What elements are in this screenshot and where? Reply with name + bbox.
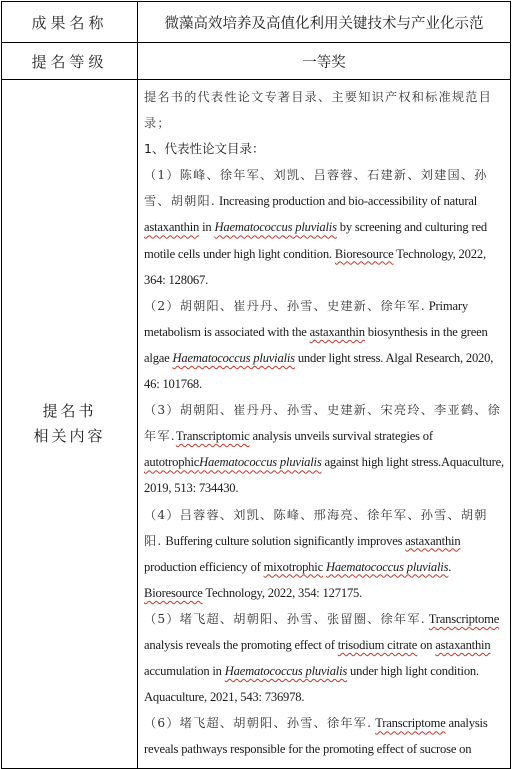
project-name-label: 成果名称 <box>2 2 138 43</box>
paper-authors: 堵飞超、胡朝阳、孙雪、徐年军. <box>179 716 373 731</box>
paper-title-text: by screening and culturing red motile cells under high light condition. <box>144 220 487 261</box>
paper-item <box>144 710 506 762</box>
paper-authors: 吕蓉蓉、刘凯、陈峰、邢海亮、徐年军、孙雪、胡朝阳. <box>144 507 488 548</box>
paper-title-text: in <box>199 220 215 235</box>
related-content-body <box>138 80 510 768</box>
intro-text: 提名书的代表性论文专著目录、主要知识产权和标准规范目录； <box>144 90 493 131</box>
section-heading: 1、代表性论文目录： <box>144 141 265 157</box>
paper-title-text: . <box>448 559 452 574</box>
award-level-value: 一等奖 <box>138 43 511 80</box>
related-content-label-line1: 提名书 <box>42 402 97 420</box>
row-related-content <box>2 80 511 769</box>
paper-term: astaxanthin <box>405 533 461 548</box>
paper-term: autotrophic <box>144 455 200 470</box>
paper-title-text: Increasing production and bio-accessibility of natural <box>216 194 478 209</box>
paper-species: Haematococcus pluvialis <box>172 350 295 365</box>
paper-citation: Technology, 2022, 354: 127175. <box>202 585 363 600</box>
paper-species: Haematococcus pluvialis <box>224 664 348 679</box>
paper-term: astaxanthin <box>309 324 365 339</box>
paper-item <box>144 606 506 710</box>
row-award-level <box>2 43 511 80</box>
paper-title-text: on <box>417 637 436 652</box>
paper-citation: under high light condition. Aquaculture, 2021, 543: 736978. <box>144 664 479 705</box>
paper-number: （3） <box>144 403 180 418</box>
paper-citation: against high light stress.Aquaculture, 2019, 513: 734430. <box>144 455 504 496</box>
paper-title-text: analysis unveils survival strategies of <box>249 429 433 444</box>
paper-item <box>144 293 506 397</box>
paper-authors: 堵飞超、胡朝阳、孙雪、张留圈、徐年军. <box>179 611 426 626</box>
related-content-cell <box>138 80 511 769</box>
paper-title-text: production efficiency of <box>144 559 264 574</box>
related-content-label <box>2 80 138 769</box>
paper-title-text: analysis reveals the promoting effect of <box>144 637 338 652</box>
paper-term: mixotrophic <box>263 559 323 574</box>
paper-number: （2） <box>144 298 180 313</box>
paper-title-text: biosynthesis in the green algae <box>144 324 488 365</box>
paper-term: Transcriptomic <box>175 429 250 444</box>
row-project-name <box>2 2 511 43</box>
paper-item <box>144 397 506 501</box>
paper-authors: 陈峰、徐年军、刘凯、吕蓉蓉、石建新、刘建国、孙雪、胡朝阳. <box>144 168 488 209</box>
paper-authors: 胡朝阳、崔丹丹、孙雪、史建新、徐年军. <box>179 298 426 313</box>
paper-term: Transcriptome <box>428 611 500 626</box>
paper-title-text: Primary metabolism is associated with the <box>144 298 468 339</box>
paper-number: （5） <box>144 611 180 626</box>
paper-citation: under light stress. Algal Research, 2020, 46: 101768. <box>144 350 494 392</box>
paper-number: （1） <box>144 168 180 183</box>
paper-number: （6） <box>144 716 180 731</box>
paper-term: trisodium citrate <box>337 637 418 652</box>
related-content-label-line2: 相关内容 <box>33 427 106 445</box>
project-name-value: 微藻高效培养及高值化利用关键技术与产业化示范 <box>138 2 511 43</box>
paper-species: Haematococcus pluvialis <box>199 455 322 470</box>
award-level-label: 提名等级 <box>2 43 138 80</box>
paper-item <box>144 162 506 292</box>
paper-journal: Bioresource <box>334 246 394 261</box>
paper-number: （4） <box>144 507 180 522</box>
paper-title-text: accumulation in <box>144 664 225 679</box>
paper-title-text: analysis reveals pathways responsible for the promoting effect of sucrose on <box>144 716 488 757</box>
paper-journal: Bioresource <box>144 585 203 600</box>
paper-term: astaxanthin <box>435 637 491 652</box>
paper-authors: 胡朝阳、崔丹丹、孙雪、史建新、宋亮玲、李亚鹤、徐年军. <box>144 403 502 444</box>
paper-species: Haematococcus pluvialis <box>214 220 337 235</box>
nomination-form-table <box>1 1 511 769</box>
paper-species: Haematococcus pluvialis <box>325 559 449 574</box>
paper-item <box>144 502 506 606</box>
paper-title-text: Buffering culture solution significantly improves <box>162 533 406 548</box>
paper-term: astaxanthin <box>144 220 200 235</box>
paper-citation: Technology, 2022, 364: 128067. <box>144 246 486 287</box>
paper-term: Transcriptome <box>375 716 446 731</box>
